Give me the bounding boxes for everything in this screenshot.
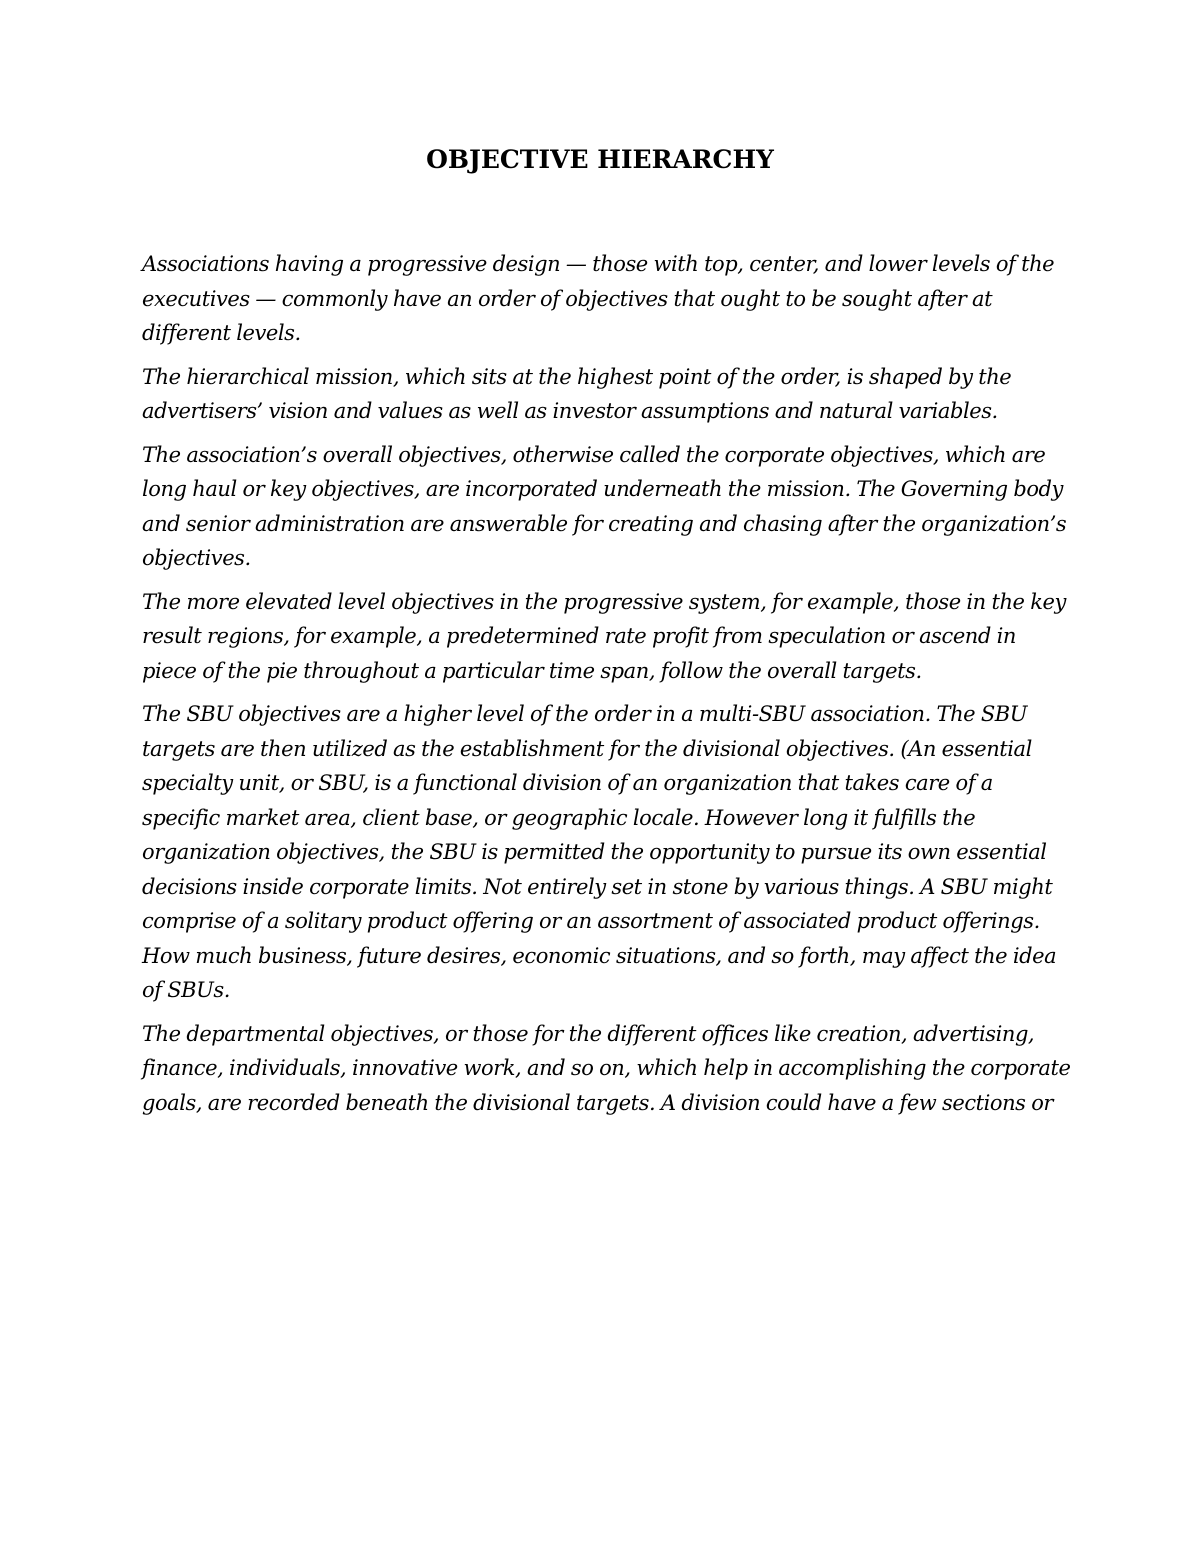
paragraph-hierarchical-mission: The hierarchical mission, which sits at the highest point of the order, is shaped by the advertisers’ vision and values as well as investor assumptions and natural variables.	[142, 364, 1012, 423]
paragraph-departmental-objectives: The departmental objectives, or those for the different offices like creation, advertising, finance, individuals, innovative work, and so on, which help in accomplishing the corporate goals, are recorded beneath the divisional targets. A division could have a few sections or	[142, 1021, 1071, 1115]
document-title: OBJECTIVE HIERARCHY	[426, 145, 774, 174]
paragraph-corporate-objectives: The association’s overall objectives, otherwise called the corporate objectives, which are long haul or key objectives, are incorporated underneath the mission. The Governing body and senior administration are answerable for creating and chasing after the organization’s objectives.	[142, 442, 1067, 570]
paragraph-sbu-objectives: The SBU objectives are a higher level of the order in a multi-SBU association. The SBU targets are then utilized as the establishment for the divisional objectives. (An essential specialty unit, or SBU, is a functional division of an organization that takes care of a specific market area, client base, or geographic locale. However long it fulfills the organization objectives, the SBU is permitted the opportunity to pursue its own essential decisions inside corporate limits. Not entirely set in stone by various things. A SBU might comprise of a solitary product offering or an assortment of associated product offerings. How much business, future desires, economic situations, and so forth, may affect the idea of SBUs.	[142, 702, 1057, 1002]
paragraph-organizational-design: Associations having a progressive design — those with top, center, and lower levels of the executives — commonly have an order of objectives that ought to be sought after at different levels.	[142, 252, 1055, 345]
paragraph-key-result-areas: The more elevated level objectives in the progressive system, for example, those in the key result regions, for example, a predetermined rate profit from speculation or ascend in piece of the pie throughout a particular time span, follow the overall targets.	[142, 589, 1066, 683]
document-body	[142, 247, 1072, 1129]
